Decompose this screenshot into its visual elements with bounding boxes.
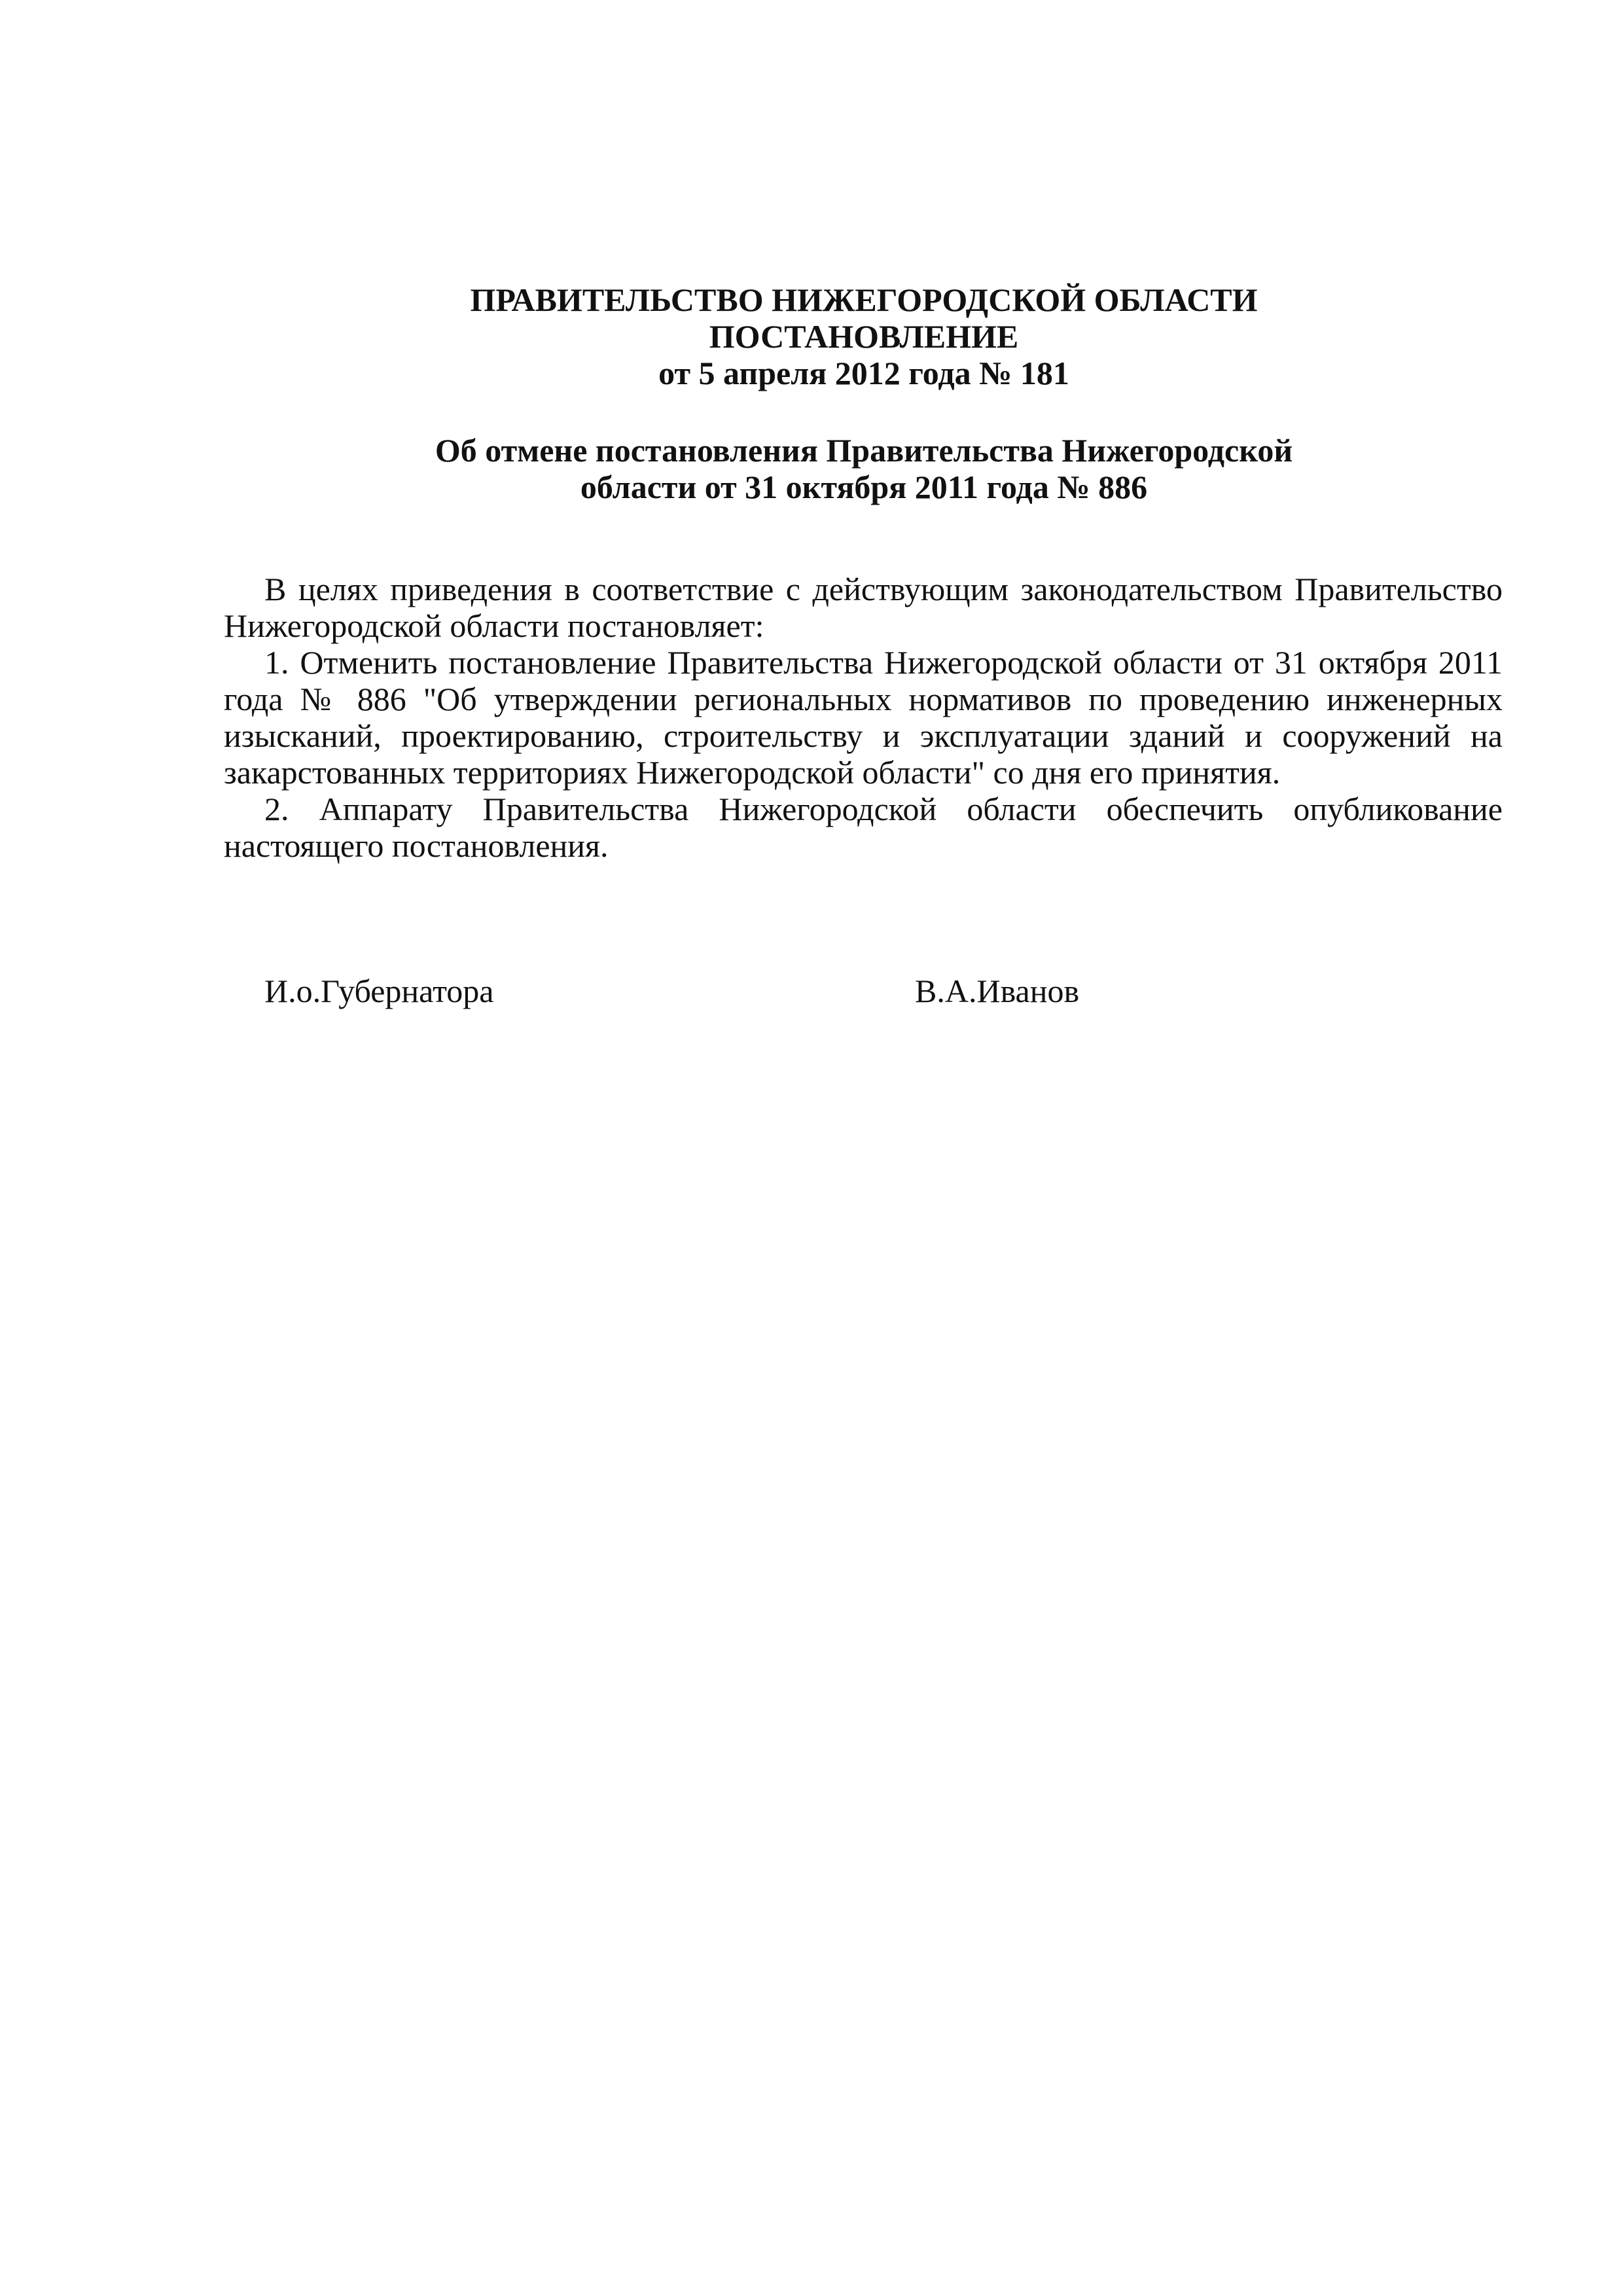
subject-line-2: области от 31 октября 2011 года № 886 [580, 469, 1148, 505]
subject-line-1: Об отмене постановления Правительства Нижегородской [435, 432, 1293, 469]
signature-position: И.о.Губернатора [264, 973, 494, 1009]
document-header [223, 281, 1505, 391]
document-body [224, 571, 1503, 864]
document-type: ПОСТАНОВЛЕНИЕ [709, 318, 1019, 355]
signature-name: В.А.Иванов [915, 973, 1080, 1009]
organization-title: ПРАВИТЕЛЬСТВО НИЖЕГОРОДСКОЙ ОБЛАСТИ [470, 281, 1258, 318]
body-item-1: 1. Отменить постановление Правительства Нижегородской области от 31 октября 2011 года № 886 "Об утверждении региональных нормативов по проведению инженерных изысканий, проектированию, строительству и эксплуатации зданий и сооружений на закарстованных территориях Нижегородской области" со дня его принятия. [224, 644, 1503, 791]
body-preamble: В целях приведения в соответствие с действующим законодательством Правительство Нижегородской области постановляет: [224, 571, 1503, 644]
document-subject [223, 432, 1505, 505]
body-item-2: 2. Аппарату Правительства Нижегородской области обеспечить опубликование настоящего постановления. [224, 791, 1503, 864]
document-date-number: от 5 апреля 2012 года № 181 [658, 355, 1069, 391]
